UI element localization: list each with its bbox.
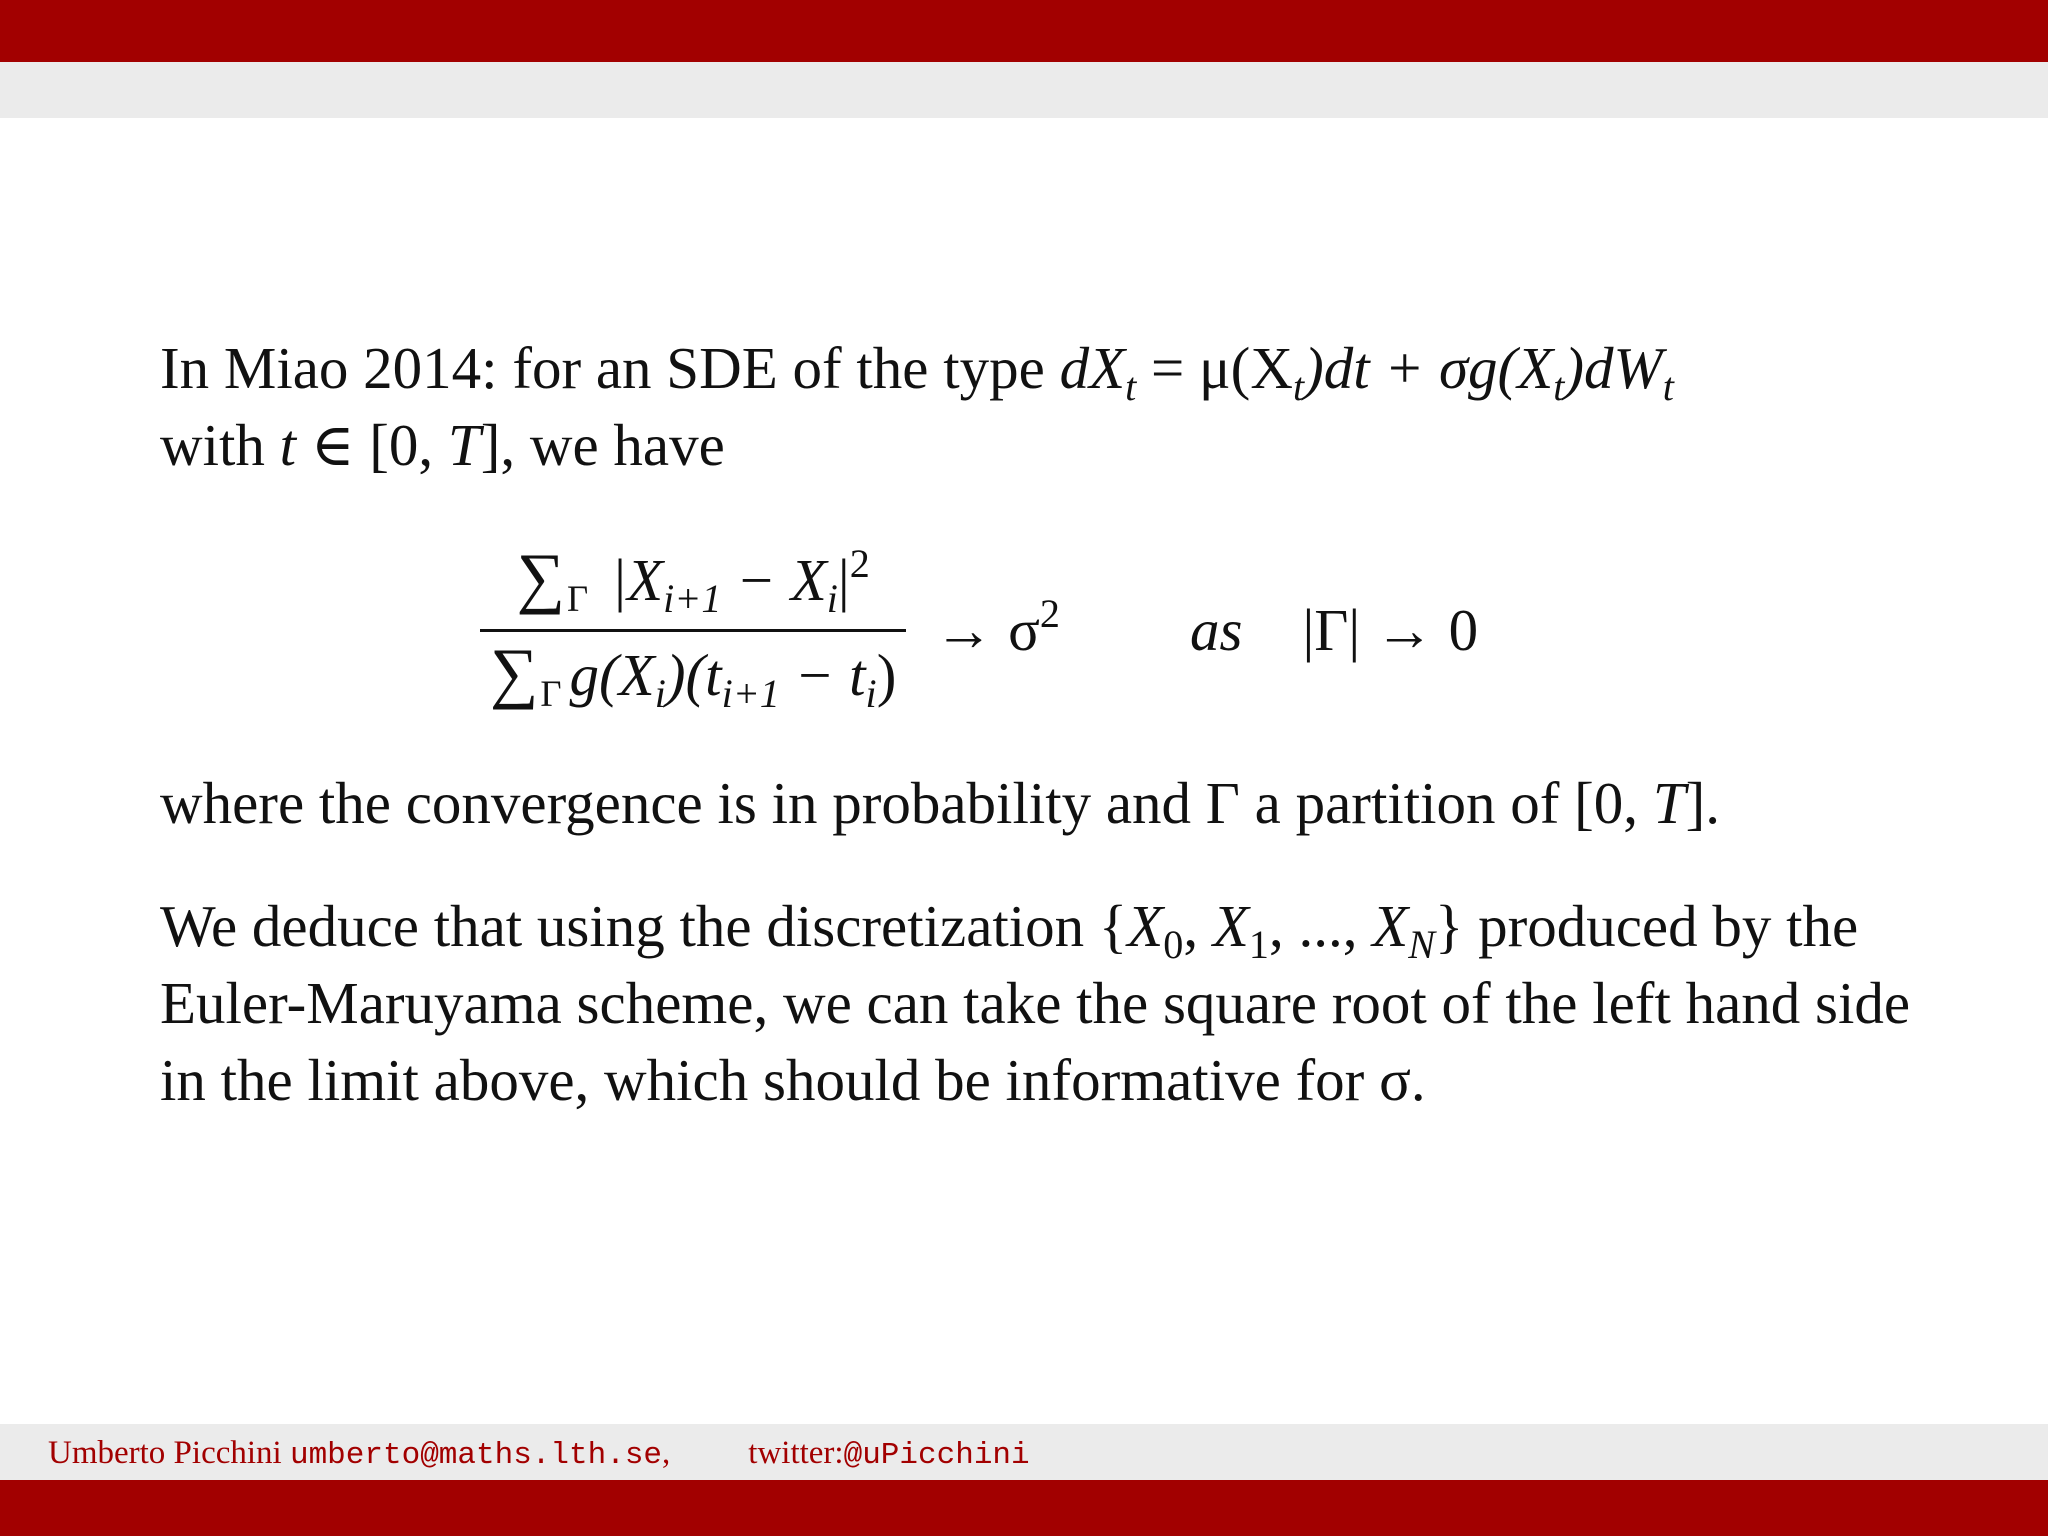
sum-symbol-2: ∑ bbox=[490, 634, 539, 710]
den-b: )(t bbox=[665, 641, 722, 708]
arrow-sigma: → σ bbox=[934, 596, 1040, 663]
line2-a: with bbox=[160, 412, 280, 478]
sde-sub-t4: t bbox=[1662, 364, 1674, 410]
para3-sub0: 0 bbox=[1163, 922, 1184, 968]
deduction-paragraph bbox=[160, 888, 1940, 1119]
sde-rhs-a: = μ(X bbox=[1136, 335, 1293, 401]
den-a: (X bbox=[599, 641, 655, 708]
num-sup: 2 bbox=[849, 541, 870, 587]
para3-xn: X bbox=[1372, 893, 1409, 959]
num-sub1: i+1 bbox=[663, 575, 722, 621]
para3-comma: , bbox=[1183, 893, 1213, 959]
partition-paragraph bbox=[160, 765, 1940, 842]
equation-arrow-sigma bbox=[934, 591, 1060, 665]
footer-twitter-link[interactable]: @uPicchini bbox=[843, 1438, 1030, 1473]
den-g: g bbox=[569, 641, 600, 708]
sde-sub-t: t bbox=[1125, 364, 1137, 410]
line2-T: T bbox=[447, 412, 481, 478]
sde-sub-t3: t bbox=[1553, 364, 1565, 410]
intro-prefix: In Miao 2014: for an SDE of the type bbox=[160, 335, 1060, 401]
para2-b: ]. bbox=[1685, 770, 1721, 836]
intro-line-1 bbox=[160, 330, 1940, 410]
para3-x1: X bbox=[1212, 893, 1249, 959]
convergence-equation bbox=[480, 539, 1680, 716]
sde-sub-t2: t bbox=[1292, 364, 1305, 410]
para3-a: We deduce that using the discretization { bbox=[160, 893, 1128, 959]
para3-subN: N bbox=[1408, 922, 1436, 968]
para2-T: T bbox=[1652, 770, 1686, 836]
intro-paragraph bbox=[160, 330, 1940, 484]
sigma-sup: 2 bbox=[1039, 591, 1060, 637]
line2-t: t bbox=[279, 412, 297, 478]
line2-c: ], we have bbox=[480, 412, 725, 478]
fraction-numerator bbox=[507, 539, 880, 629]
fraction-denominator bbox=[480, 629, 906, 718]
para3-b: } produced by the Euler-Maruyama scheme, we can take the square root of the left hand side in the limit above, which should be informative for σ. bbox=[160, 893, 1911, 1113]
den-sub3: i bbox=[865, 670, 877, 716]
footer-twitter-label: twitter: bbox=[748, 1435, 844, 1471]
equation-limit: |Γ| → 0 bbox=[1302, 596, 1479, 663]
footer-author: Umberto Picchini bbox=[48, 1435, 282, 1471]
line2-b: ∈ [0, bbox=[296, 412, 448, 478]
sde-lhs: dX bbox=[1059, 335, 1126, 401]
para3-dots: , ..., bbox=[1268, 893, 1373, 959]
den-c: − t bbox=[779, 641, 866, 708]
den-d: ) bbox=[876, 641, 897, 708]
footer-credits bbox=[48, 1431, 1030, 1478]
para3-x0: X bbox=[1127, 893, 1164, 959]
num-c: | bbox=[837, 546, 850, 613]
equation-fraction bbox=[480, 539, 906, 718]
sde-rhs-b: )dt + σg(X bbox=[1304, 335, 1554, 401]
footer-comma: , bbox=[662, 1435, 671, 1471]
num-sub2: i bbox=[826, 575, 838, 621]
header-accent-bar bbox=[0, 0, 2048, 62]
header-gray-strip bbox=[0, 62, 2048, 118]
num-a: |X bbox=[596, 546, 664, 613]
footer-accent-bar bbox=[0, 1480, 2048, 1536]
sde-rhs-c: )dW bbox=[1564, 335, 1663, 401]
den-sub2: i+1 bbox=[721, 670, 780, 716]
sum-subscript-gamma: Γ bbox=[566, 578, 589, 620]
intro-line-2 bbox=[160, 407, 1940, 484]
num-b: − X bbox=[721, 546, 827, 613]
para3-sub1: 1 bbox=[1248, 922, 1269, 968]
sum-subscript-gamma-2: Γ bbox=[540, 673, 562, 715]
den-sub1: i bbox=[654, 670, 666, 716]
sum-symbol: ∑ bbox=[516, 539, 565, 615]
equation-as: as bbox=[1189, 596, 1243, 663]
footer-email-link[interactable]: umberto@maths.lth.se bbox=[289, 1438, 663, 1473]
para2-a: where the convergence is in probability and Γ a partition of [0, bbox=[160, 770, 1653, 836]
